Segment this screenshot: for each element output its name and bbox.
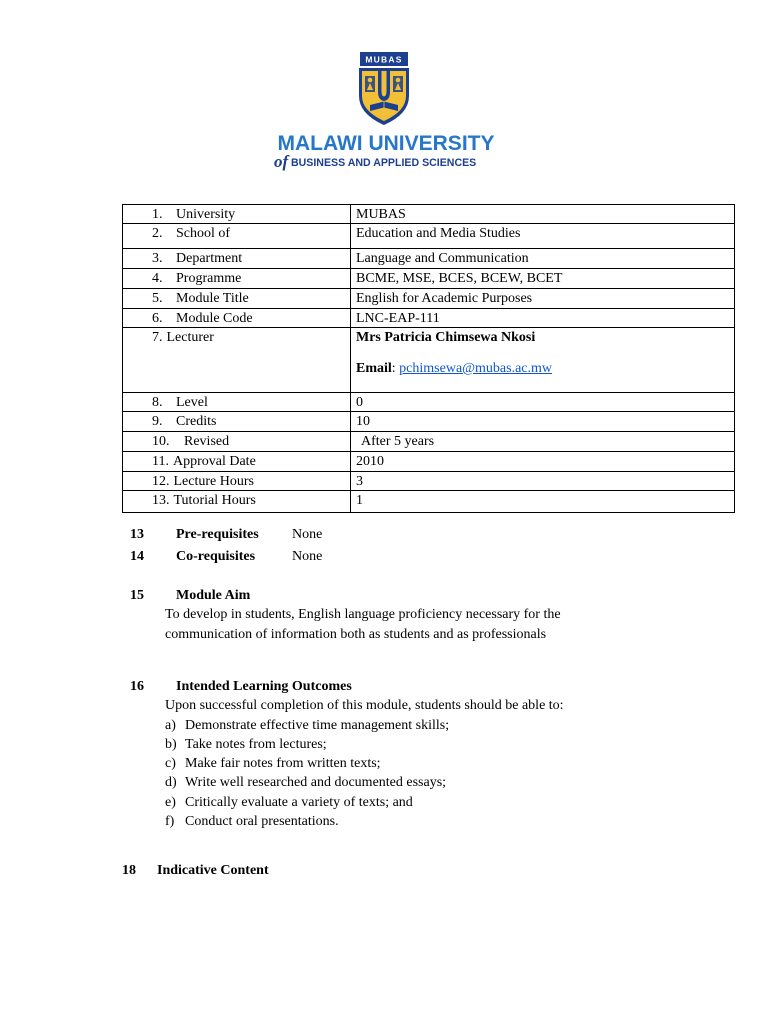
lecturer-name: Mrs Patricia Chimsewa Nkosi: [356, 330, 536, 345]
row-value: 3: [356, 474, 363, 489]
list-item: Critically evaluate a variety of texts; and: [185, 795, 413, 810]
row-value-cell: [351, 249, 735, 269]
section-title: Co-requisites: [176, 549, 256, 564]
list-item: Demonstrate effective time management skills;: [185, 718, 450, 733]
row-value: LNC-EAP-111: [356, 311, 440, 326]
row-label-cell: [123, 452, 351, 472]
table-row: [123, 491, 735, 513]
row-number: 13.: [152, 493, 170, 508]
table-row: [123, 432, 735, 452]
shield-u-inner: [382, 71, 387, 97]
section-number: 13: [130, 527, 144, 542]
section-title: Indicative Content: [157, 863, 269, 878]
row-value: Language and Communication: [356, 251, 529, 266]
row-number: 5.: [152, 291, 163, 306]
row-value: After 5 years: [361, 434, 435, 449]
table-row: [123, 309, 735, 328]
table-row: [123, 249, 735, 269]
row-value: BCME, MSE, BCES, BCEW, BCET: [356, 271, 563, 286]
shield-right-figure: [396, 78, 401, 83]
list-item: Take notes from lectures;: [185, 737, 327, 752]
table-row: [123, 289, 735, 309]
row-value: 10: [356, 414, 370, 429]
row-value: English for Academic Purposes: [356, 291, 533, 306]
table-row: [123, 412, 735, 432]
table-row: [123, 328, 735, 393]
row-label: Module Code: [176, 311, 253, 326]
row-label-cell: [123, 309, 351, 328]
row-label: University: [176, 207, 236, 222]
lecturer-cell: [351, 328, 735, 393]
list-item-marker: c): [165, 756, 176, 771]
row-label: Department: [176, 251, 243, 266]
section-number: 14: [130, 549, 144, 564]
row-value-cell: [351, 491, 735, 513]
section-number: 16: [130, 679, 144, 694]
row-label: Programme: [176, 271, 242, 286]
section-value: None: [292, 527, 323, 542]
row-value-cell: [351, 452, 735, 472]
module-info-table: [122, 204, 735, 513]
table-row: [123, 269, 735, 289]
section-title: Intended Learning Outcomes: [176, 679, 352, 694]
row-value-cell: [351, 205, 735, 224]
row-value-cell: [351, 289, 735, 309]
row-label-cell: [123, 328, 351, 393]
list-item-marker: a): [165, 718, 176, 733]
row-value-cell: [351, 309, 735, 328]
row-number: 2.: [152, 226, 163, 241]
list-item-marker: e): [165, 795, 176, 810]
table-row: [123, 393, 735, 412]
row-number: 7.: [152, 330, 163, 345]
row-number: 3.: [152, 251, 163, 266]
university-subtitle: [274, 152, 500, 174]
section-value: None: [292, 549, 323, 564]
row-label-cell: [123, 432, 351, 452]
row-number: 10.: [152, 434, 170, 449]
row-value-cell: [351, 472, 735, 491]
row-label: Revised: [184, 434, 230, 449]
table-row: [123, 224, 735, 249]
row-label-cell: [123, 205, 351, 224]
lecturer-email-link[interactable]: pchimsewa@mubas.ac.mw: [399, 361, 553, 376]
shield-left-figure: [368, 78, 373, 83]
university-subtitle-text: BUSINESS AND APPLIED SCIENCES: [291, 157, 477, 169]
row-value: Education and Media Studies: [356, 226, 521, 241]
learning-outcomes-intro: Upon successful completion of this module, students should be able to:: [165, 698, 564, 713]
row-value-cell: [351, 224, 735, 249]
module-aim-line: To develop in students, English language proficiency necessary for the: [165, 607, 561, 622]
row-number: 4.: [152, 271, 163, 286]
module-aim-line: communication of information both as students and as professionals: [165, 627, 547, 642]
list-item-marker: f): [165, 814, 175, 829]
lecturer-email-line: [356, 360, 734, 377]
row-label-cell: [123, 393, 351, 412]
row-value-cell: [351, 269, 735, 289]
row-value-cell: [351, 432, 735, 452]
row-label: School of: [176, 226, 231, 241]
university-shield-logo: [357, 52, 411, 126]
list-item-marker: d): [165, 775, 177, 790]
section-number: 15: [130, 588, 144, 603]
row-number: 8.: [152, 395, 163, 410]
university-name: MALAWI UNIVERSITY: [277, 132, 495, 155]
row-label-cell: [123, 224, 351, 249]
row-value: 1: [356, 493, 363, 508]
row-label-cell: [123, 249, 351, 269]
row-value: MUBAS: [356, 207, 406, 222]
section-title: Module Aim: [176, 588, 251, 603]
row-value: 2010: [356, 454, 384, 469]
email-separator: :: [391, 361, 396, 376]
row-number: 1.: [152, 207, 163, 222]
list-item: Make fair notes from written texts;: [185, 756, 381, 771]
table-row: [123, 472, 735, 491]
row-label: Credits: [176, 414, 217, 429]
table-row: [123, 205, 735, 224]
list-item: Write well researched and documented essays;: [185, 775, 447, 790]
row-number: 11.: [152, 454, 169, 469]
row-value-cell: [351, 393, 735, 412]
row-value-cell: [351, 412, 735, 432]
section-number: 18: [122, 863, 136, 878]
row-label-cell: [123, 491, 351, 513]
list-item-marker: b): [165, 737, 177, 752]
row-label: Module Title: [176, 291, 249, 306]
row-label: Lecture Hours: [173, 474, 254, 489]
university-subtitle-of: of: [274, 152, 289, 171]
row-label-cell: [123, 412, 351, 432]
list-item: Conduct oral presentations.: [185, 814, 339, 829]
row-label: Lecturer: [166, 330, 214, 345]
shield-label: MUBAS: [365, 54, 403, 65]
row-number: 6.: [152, 311, 163, 326]
email-label: Email: [356, 361, 392, 376]
row-label-cell: [123, 269, 351, 289]
section-title: Pre-requisites: [176, 527, 259, 542]
row-label: Approval Date: [172, 454, 256, 469]
row-number: 9.: [152, 414, 163, 429]
row-label: Level: [176, 395, 208, 410]
row-label-cell: [123, 289, 351, 309]
row-number: 12.: [152, 474, 170, 489]
table-row: [123, 452, 735, 472]
row-label-cell: [123, 472, 351, 491]
row-label: Tutorial Hours: [173, 493, 256, 508]
row-value: 0: [356, 395, 363, 410]
